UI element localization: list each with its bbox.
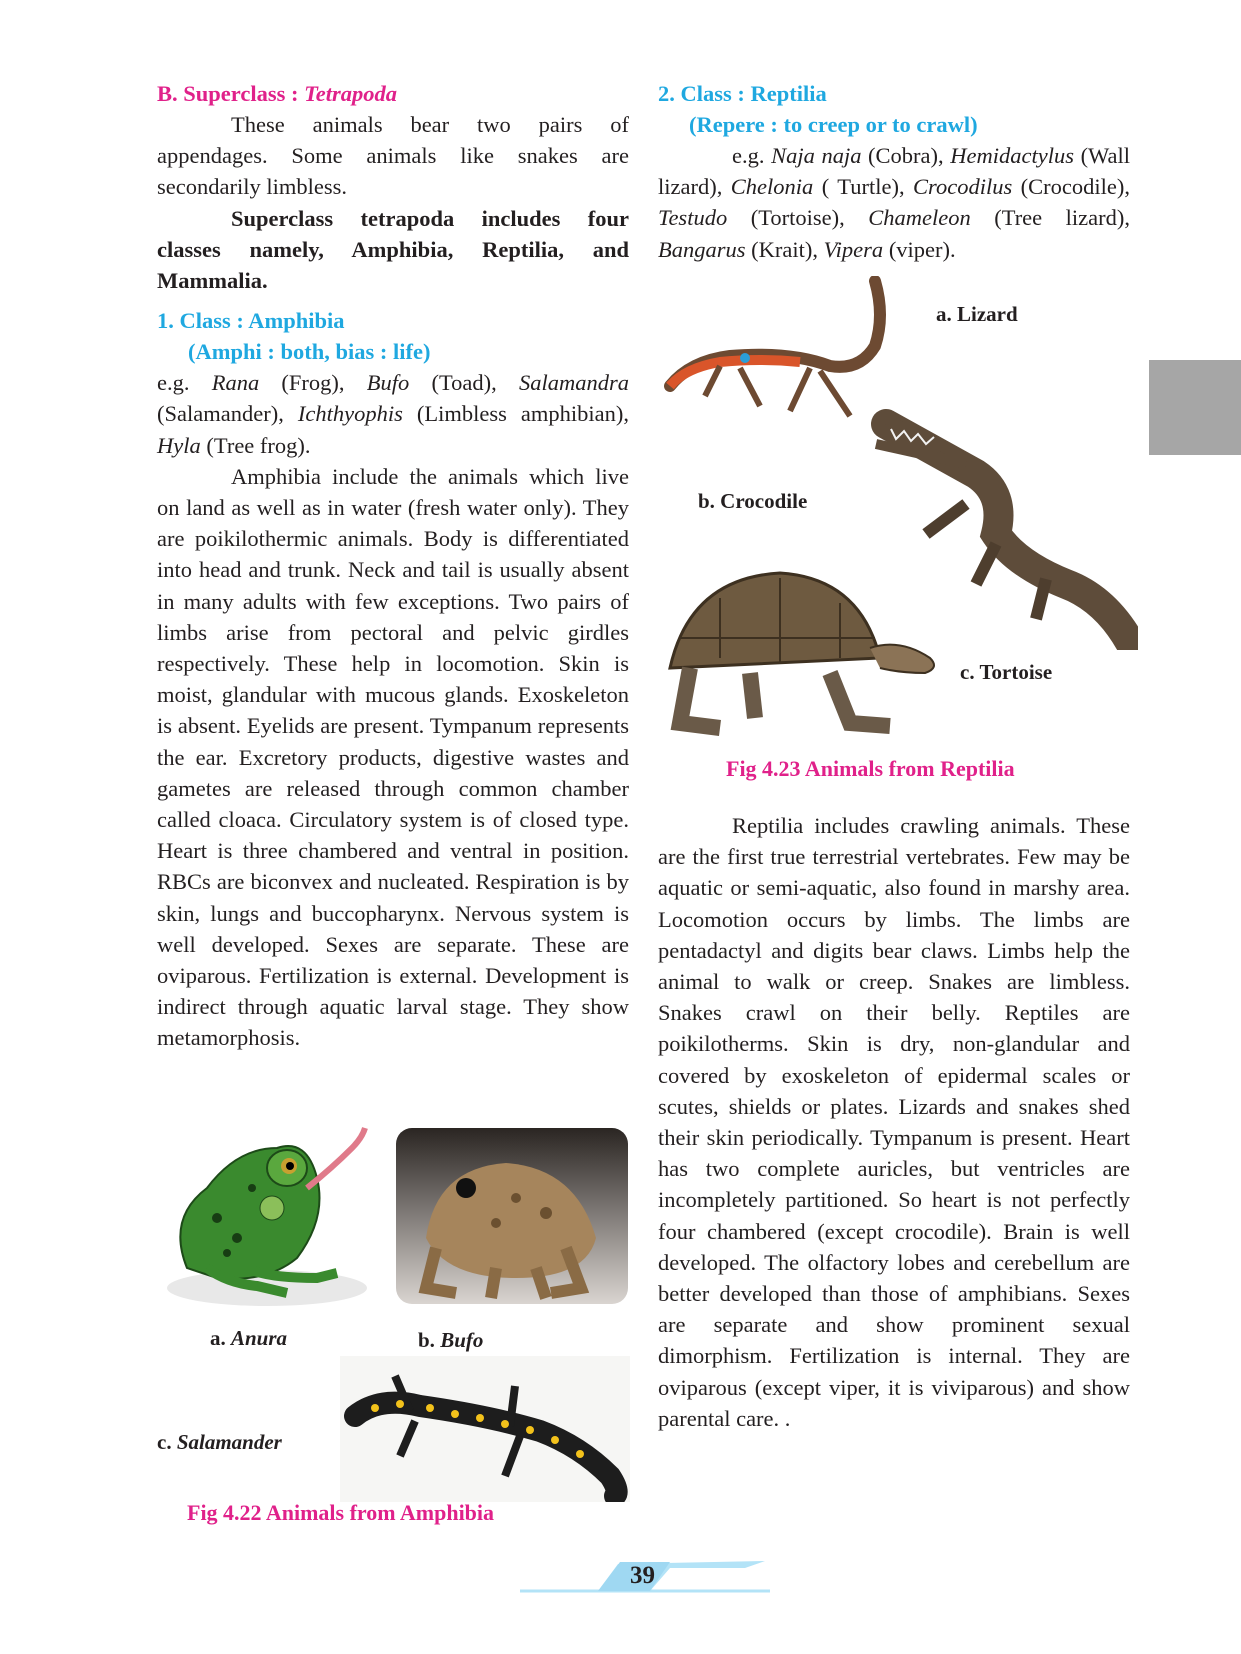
tetrapoda-classes-paragraph: Superclass tetrapoda includes four classes namely, Amphibia, Reptilia, and Mammalia. bbox=[157, 205, 629, 294]
reptilia-text-block bbox=[658, 810, 1130, 1434]
amphibia-examples: e.g. Rana (Frog), Bufo (Toad), Salamandra (Salamander), Ichthyophis (Limbless amphibian), Hyla (Tree frog). bbox=[157, 370, 629, 458]
caption-lizard: a. Lizard bbox=[936, 302, 1018, 326]
caption-tortoise: c. Tortoise bbox=[960, 660, 1053, 684]
reptilia-examples: e.g. Naja naja (Cobra), Hemidactylus (Wall lizard), Chelonia ( Turtle), Crocodilus (Crocodile), Testudo (Tortoise), Chameleon (Tree lizard), Bangarus (Krait), Vipera (viper). bbox=[658, 143, 1131, 262]
right-column bbox=[658, 78, 1130, 265]
reptilia-description: Reptilia includes crawling animals. These are the first true terrestrial vertebrates. Few may be aquatic or semi-aquatic, also found in marshy area. Locomotion occurs by limbs. The limbs are pentadactyl and digits bear claws. Limbs help the animal to walk or creep. Snakes are limbless. Snakes crawl on their belly. Reptiles are poikilotherms. Skin is dry, non-glandular and covered by exoskeleton of epidermal scales or scutes, shields or plates. Lizards and snakes shed their skin periodically. Tympanum is present. Heart has two complete auricles, but ventricles are incompletely partitioned. So heart is not perfectly four chambered (except crocodile). Brain is well developed. The olfactory lobes and cerebellum are better developed than those of amphibians. Sexes are separate and show prominent sexual dimorphism. Fertilization is internal. They are oviparous (except viper, it is viviparous) and show parental care. . bbox=[658, 813, 1130, 1431]
superclass-heading bbox=[157, 78, 629, 109]
tetrapoda-paragraph: These animals bear two pairs of appendages. Some animals like snakes are secondarily limbless. bbox=[157, 112, 629, 200]
superclass-prefix: B. Superclass : bbox=[157, 81, 305, 106]
left-column bbox=[157, 78, 629, 1054]
amphibia-heading: 1. Class : Amphibia bbox=[157, 308, 345, 334]
reptilia-etymology: (Repere : to creep or to crawl) bbox=[689, 112, 978, 137]
amphibia-etymology: (Amphi : both, bias : life) bbox=[188, 339, 431, 365]
chapter-tab bbox=[1149, 360, 1241, 455]
caption-anura: a. Anura bbox=[210, 1326, 288, 1350]
toad-photo bbox=[396, 1128, 628, 1304]
figure-caption-reptilia: Fig 4.23 Animals from Reptilia bbox=[726, 756, 1015, 781]
page-number: 39 bbox=[630, 1562, 655, 1589]
superclass-name: Tetrapoda bbox=[304, 81, 398, 106]
salamander-photo bbox=[340, 1356, 630, 1502]
caption-bufo: b. Bufo bbox=[418, 1328, 484, 1352]
figure-caption-amphibia: Fig 4.22 Animals from Amphibia bbox=[187, 1500, 495, 1525]
tortoise-photo bbox=[660, 558, 960, 738]
amphibia-description: Amphibia include the animals which live on land as well as in water (fresh water only). They are poikilothermic animals. Body is differentiated into head and trunk. Neck and tail is usually absent in many adults with few exceptions. Two pairs of limbs arise from pectoral and pelvic girdles respectively. These help in locomotion. Skin is moist, glandular with mucous glands. Exoskeleton is absent. Eyelids are present. Tympanum represents the ear. Excretory products, digestive wastes and gametes are released through common chamber called cloaca. Circulatory system is of closed type. Heart is three chambered and ventral in position. RBCs are biconvex and nucleated. Respiration is by skin, lungs and buccopharynx. Nervous system is well developed. Sexes are separate. These are oviparous. Fertilization is external. Development is indirect through aquatic larval stage. They show metamorphosis. bbox=[157, 463, 629, 1051]
caption-salamander: c. Salamander bbox=[157, 1430, 282, 1454]
caption-crocodile: b. Crocodile bbox=[698, 489, 808, 513]
reptilia-heading: 2. Class : Reptilia bbox=[658, 81, 827, 106]
frog-illustration bbox=[157, 1108, 377, 1308]
